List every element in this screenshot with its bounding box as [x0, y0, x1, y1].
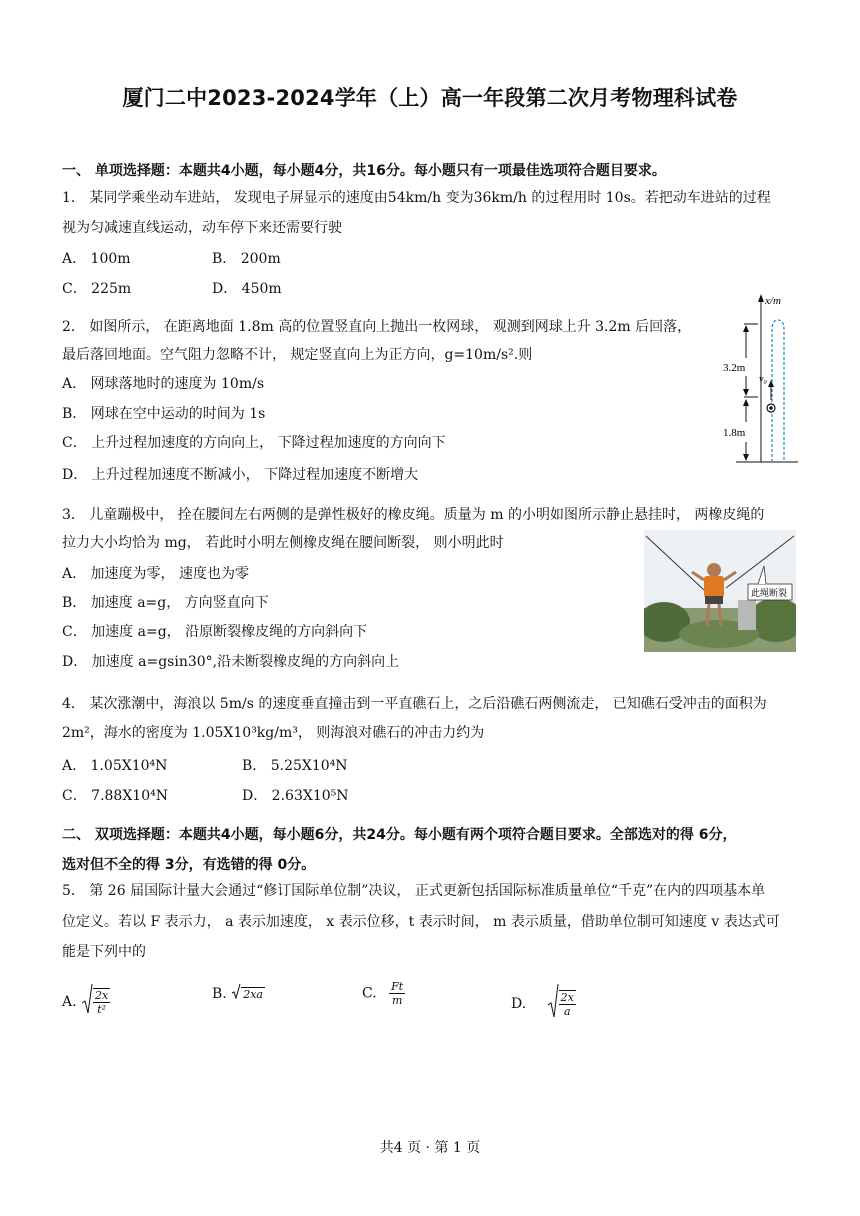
sqrt-symbol — [81, 983, 93, 1021]
x-axis-label: x/m — [765, 295, 781, 307]
q4-option-d: D． 2.63X10⁵N — [242, 788, 349, 804]
height-label-lower: 1.8m — [723, 427, 746, 439]
height-label-upper: 3.2m — [723, 362, 746, 374]
q3-option-c: C． 加速度 a=g， 沿原断裂橡皮绳的方向斜向下 — [62, 624, 368, 640]
q5-c-numerator: Ft — [391, 980, 404, 993]
q4-line1: 4． 某次涨潮中，海浪以 5m/s 的速度垂直撞击到一平直礁石上，之后沿礁石两侧流走， 已知礁石受冲击的面积为 — [62, 696, 767, 712]
q3-line2: 拉力大小均恰为 mg， 若此时小明左侧橡皮绳在腰间断裂， 则小明此时 — [62, 535, 504, 551]
bungee-photo — [644, 530, 796, 652]
q5-a-numerator: 2x — [95, 989, 109, 1002]
q5-d-denominator: a — [563, 1005, 571, 1018]
q1-option-d: D． 450m — [212, 281, 282, 297]
q5-option-d-label: D. — [511, 996, 527, 1012]
q4-option-a: A． 1.05X10⁴N — [62, 758, 168, 774]
q1-option-b: B． 200m — [212, 251, 281, 267]
q3-line1: 3． 儿童蹦极中， 拴在腰间左右两侧的是弹性极好的橡皮绳。质量为 m 的小明如图所示静止悬挂时， 两橡皮绳的 — [62, 507, 765, 523]
q2-option-a: A． 网球落地时的速度为 10m/s — [62, 376, 265, 392]
q5-option-a-label: A. — [62, 994, 77, 1010]
q5-c-denominator: m — [391, 994, 403, 1007]
q5-option-d — [511, 983, 576, 1025]
q2-option-d: D． 上升过程加速度不断减小， 下降过程加速度不断增大 — [62, 467, 419, 483]
q5-option-b-label: B. — [212, 986, 227, 1002]
v0-label: v₀ — [759, 374, 767, 385]
q2-line2: 最后落回地面。空气阻力忽略不计， 规定竖直向上为正方向，g=10m/s².则 — [62, 347, 533, 363]
q3-option-b: B． 加速度 a=g， 方向竖直向下 — [62, 595, 269, 611]
q5-d-numerator: 2x — [560, 991, 574, 1004]
q3-option-d: D． 加速度 a=gsin30°,沿未断裂橡皮绳的方向斜向上 — [62, 654, 400, 670]
section-1-heading: 一、 单项选择题：本题共4小题，每小题4分，共16分。每小题只有一项最佳选项符合题目要求。 — [62, 163, 666, 179]
q5-line3: 能是下列中的 — [62, 944, 146, 960]
q4-option-b: B． 5.25X10⁴N — [242, 758, 348, 774]
q2-option-c: C． 上升过程加速度的方向向上， 下降过程加速度的方向向下 — [62, 435, 446, 451]
q2-option-b: B． 网球在空中运动的时间为 1s — [62, 406, 266, 422]
q5-option-b — [212, 983, 265, 1005]
q1-line2: 视为匀减速直线运动，动车停下来还需要行驶 — [62, 220, 342, 236]
section-2-heading: 二、 双项选择题：本题共4小题，每小题6分，共24分。每小题有两个项符合题目要求。全部选对的得 6分， — [62, 827, 737, 843]
q1-option-a: A． 100m — [62, 251, 131, 267]
q2-line1: 2． 如图所示， 在距离地面 1.8m 高的位置竖直向上抛出一枚网球， 观测到网球上升 3.2m 后回落， — [62, 319, 692, 335]
q5-a-denominator: t² — [97, 1003, 107, 1016]
section-2-heading-cont: 选对但不全的得 3分，有选错的得 0分。 — [62, 857, 316, 873]
sqrt-symbol — [231, 983, 241, 1005]
sqrt-symbol — [547, 983, 559, 1025]
q1-option-c: C． 225m — [62, 281, 132, 297]
page-footer: 共4 页 · 第 1 页 — [379, 1140, 481, 1156]
broken-rope-label: 此绳断裂 — [751, 589, 788, 599]
q4-line2: 2m²，海水的密度为 1.05X10³kg/m³， 则海浪对礁石的冲击力约为 — [62, 725, 485, 741]
q5-option-c-label: C. — [362, 985, 377, 1002]
q1-line1: 1． 某同学乘坐动车进站， 发现电子屏显示的速度由54km/h 变为36km/h 的过程用时 10s。若把动车进站的过程 — [62, 190, 771, 206]
q5-line2: 位定义。若以 F 表示力， a 表示加速度， x 表示位移，t 表示时间， m 表示质量，借助单位制可知速度 v 表达式可 — [62, 914, 780, 930]
q4-option-c: C． 7.88X10⁴N — [62, 788, 168, 804]
ball-trajectory — [772, 320, 784, 462]
q3-option-a: A． 加速度为零， 速度也为零 — [62, 566, 250, 582]
q5-option-a — [62, 983, 110, 1021]
q5-b-expression: 2xa — [243, 988, 263, 1001]
page-title: 厦门二中2023-2024学年（上）高一年段第二次月考物理科试卷 — [122, 86, 738, 110]
q5-line1: 5． 第 26 届国际计量大会通过“修订国际单位制”决议， 正式更新包括国际标准质量单位“千克”在内的四项基本单 — [62, 883, 766, 899]
q2-trajectory-figure — [716, 290, 808, 468]
q5-option-c — [362, 980, 405, 1007]
